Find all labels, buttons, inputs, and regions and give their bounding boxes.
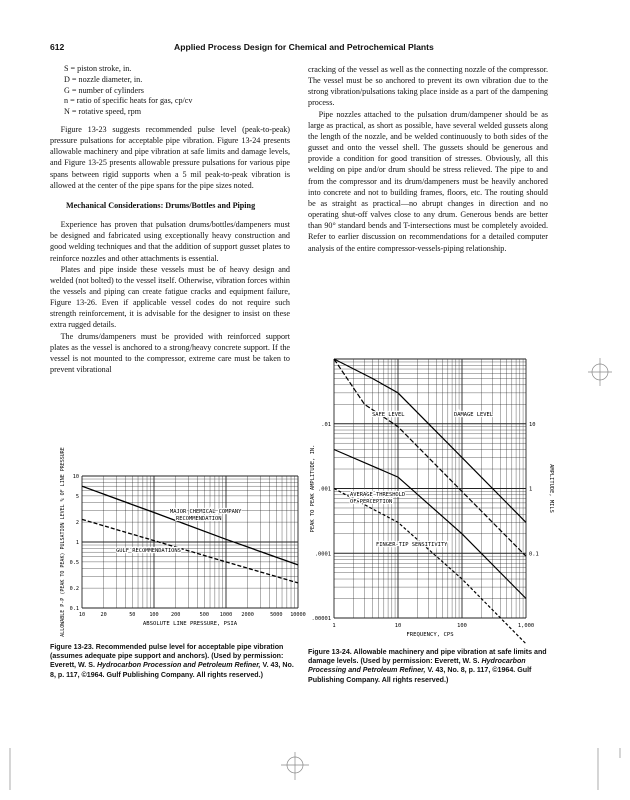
fig23-caption-label: Figure 13-23. xyxy=(50,643,94,651)
y2-tick-label: 1 xyxy=(529,486,533,493)
fig24-caption-label: Figure 13-24. xyxy=(308,648,352,656)
x-tick-label: 10000 xyxy=(290,612,306,618)
y-tick-label: 0.1 xyxy=(69,606,79,612)
x-tick-label: 10 xyxy=(78,612,86,618)
definition-n: n = ratio of specific heats for gas, cp/cv xyxy=(64,96,193,106)
annotation-threshold: AVERAGE THRESHOLD xyxy=(350,492,406,498)
y-tick-label: .01 xyxy=(321,421,331,428)
definition-g: G = number of cylinders xyxy=(64,85,144,95)
fig24-caption-journal: Hydrocarbon Processing and Petroleum Refiner, xyxy=(308,657,526,675)
x-axis-label: ABSOLUTE LINE PRESSURE, PSIA xyxy=(142,621,238,627)
right-paragraph-1: cracking of the vessel as well as the connecting nozzle of the compressor. The vessel must be so anchored to prevent its own vibration due to the strong vibration/pulsations taking place inside as a part of the dampening process. xyxy=(308,65,548,108)
definitions-list xyxy=(64,64,290,118)
y2-tick-label: 0.1 xyxy=(529,551,539,558)
fig23-caption-text: Recommended pulse level for acceptable pipe vibration (assumes adequate pipe support and anchors). (Used by permission: Everett, W. S. xyxy=(50,643,284,670)
registration-mark-right xyxy=(588,358,612,386)
left-paragraph-2: Experience has proven that pulsation drums/bottles/dampeners must be designed and fabricated using exceptionally heavy construction and good welding techniques and that the addition of support gusset plates to reinforce nozzles and other attachments is essential. xyxy=(50,220,290,263)
page-number: 612 xyxy=(50,42,65,52)
y-axis-label: ALLOWABLE P-P (PEAK TO PEAK) PULSATION LEVEL % OF LINE PRESSURE xyxy=(60,447,66,637)
x-tick-label: 1 xyxy=(332,623,336,629)
x-tick-label: 100 xyxy=(149,612,159,618)
series-line-finger-tip xyxy=(334,489,526,644)
y-tick-label: .001 xyxy=(318,486,331,493)
x-tick-label: 200 xyxy=(170,612,181,618)
series-line-major-chemical xyxy=(82,486,298,565)
annotation-gulf: GULF RECOMMENDATIONS xyxy=(116,548,181,554)
annotation-damage-level: DAMAGE LEVEL xyxy=(454,412,493,418)
y-tick-label: .00001 xyxy=(311,616,331,622)
series-line-gulf xyxy=(82,519,298,583)
left-paragraph-4: The drums/dampeners must be provided with reinforced support plates as the vessel is anchored to a strong/heavy concrete support. If the vessel is not mounted to the compressor, extreme care must be taken to prevent vibrational xyxy=(50,331,290,375)
y-tick-label: 0.2 xyxy=(69,586,79,593)
series-line-threshold xyxy=(334,450,526,599)
fig23-caption-rest: V. 43, No. 8, p. 117, ©1964. Gulf Publishing Company. All rights reserved.) xyxy=(50,661,294,679)
x-tick-label: 500 xyxy=(199,612,210,618)
y-tick-label: .0001 xyxy=(314,551,331,558)
x-tick-label: 5000 xyxy=(270,612,283,618)
figure-13-24-chart xyxy=(308,355,558,640)
y2-tick-label: 10 xyxy=(529,421,536,428)
annotation-recommendation: RECOMMENDATION xyxy=(176,516,222,522)
y-tick-label: 5 xyxy=(75,493,79,500)
left-paragraph-1: Figure 13-23 suggests recommended pulse level (peak-to-peak) pressure pulsations for acceptable pipe vibration. Figure 13-24 presents allowable machinery and pipe vibration at safe limits and damage levels, and Figure 13-25 presents allowable pressure pulsations for various pipe spans between rigid supports when a 5 mil peak-to-peak vibration is allowed at the center of the pipe spans for the pipe sizes noted. xyxy=(50,124,290,190)
definition-s: S = piston stroke, in. xyxy=(64,64,132,73)
figure-13-24-caption xyxy=(308,648,550,685)
left-paragraph-3: Plates and pipe inside these vessels must be of heavy design and welded (not bolted) to the vessel itself. Otherwise, vibration forces within the vessels and piping can create fatigue cracks and equipment failure, Figure 13-26. Even if applicable vessel codes do not require such strength reinforcement, it is advisable for the designer to insist on these extra rugged details. xyxy=(50,264,290,330)
x-tick-label: 100 xyxy=(457,623,467,629)
running-title: Applied Process Design for Chemical and Petrochemical Plants xyxy=(174,42,434,52)
section-heading: Mechanical Considerations: Drums/Bottles and Piping xyxy=(66,200,256,210)
y-axis-label: PEAK TO PEAK AMPLITUDE, IN. xyxy=(310,444,316,533)
fig24-text xyxy=(310,412,554,638)
annotation-major-chemical: MAJOR CHEMICAL COMPANY xyxy=(170,509,242,515)
y2-axis-label: AMPLITUDE, MILS xyxy=(548,464,554,513)
x-tick-label: 50 xyxy=(129,612,136,618)
annotation-safe-level: SAFE LEVEL xyxy=(372,412,405,418)
right-paragraph-2: Pipe nozzles attached to the pulsation drum/dampener should be as large as practical, as short as possible, have several welded gussets along the length of the nozzle, and be welded continuously to both sides of the gusset and onto the vessel shell. The gussets should be generous and provide a condition for good transition of stresses. Obviously, all this welding on pipe and/or drum should be stress relieved. The pipe to and from the compressor and its drum/dampeners must be heavily anchored into concrete and not to building frames, floors, etc. The routing should be as straight as practical—no abrupt changes in direction and no operating shut-off valves close to any drum. Generous bends are better than 90° standard bends and T-intersections must be completely avoided. Refer to earlier discussion on recommendations for a detailed computer analysis of the entire compressor-vessels-piping relationship. xyxy=(308,109,548,253)
x-tick-label: 2000 xyxy=(241,612,254,618)
x-tick-label: 10 xyxy=(394,623,402,629)
x-tick-label: 20 xyxy=(100,612,107,618)
y-tick-label: 0.5 xyxy=(69,559,79,566)
figure-13-23-caption xyxy=(50,643,294,680)
y-tick-label: 2 xyxy=(75,520,79,527)
annotation-of-perception: OF PERCEPTION xyxy=(350,499,393,505)
fig23-grid xyxy=(82,476,298,608)
registration-mark-bottom xyxy=(281,752,309,780)
y-tick-label: 1 xyxy=(75,540,79,546)
fig24-caption-rest: V. 43, No. 8, p. 117, ©1964. Gulf Publishing Company. All rights reserved.) xyxy=(308,666,532,684)
x-tick-label: 1000 xyxy=(219,612,233,618)
fig24-caption-text: Allowable machinery and pipe vibration at safe limits and damage levels. (Used by permission: Everett, W. S. xyxy=(308,648,547,666)
definition-rpm: N = rotative speed, rpm xyxy=(64,107,142,117)
definition-d: D = nozzle diameter, in. xyxy=(64,74,143,84)
figure-13-23-chart xyxy=(52,447,306,637)
fig24-grid xyxy=(334,359,526,618)
x-axis-label: FREQUENCY, CPS xyxy=(406,632,454,638)
x-tick-label: 1,000 xyxy=(517,623,535,629)
y-tick-label: 10 xyxy=(72,474,79,480)
left-column xyxy=(50,64,290,375)
annotation-finger-tip: FINGER-TIP SENSITIVITY xyxy=(376,542,448,548)
fig23-caption-journal: Hydrocarbon Procession and Petroleum Refiner, xyxy=(96,661,261,670)
right-column xyxy=(308,64,548,254)
